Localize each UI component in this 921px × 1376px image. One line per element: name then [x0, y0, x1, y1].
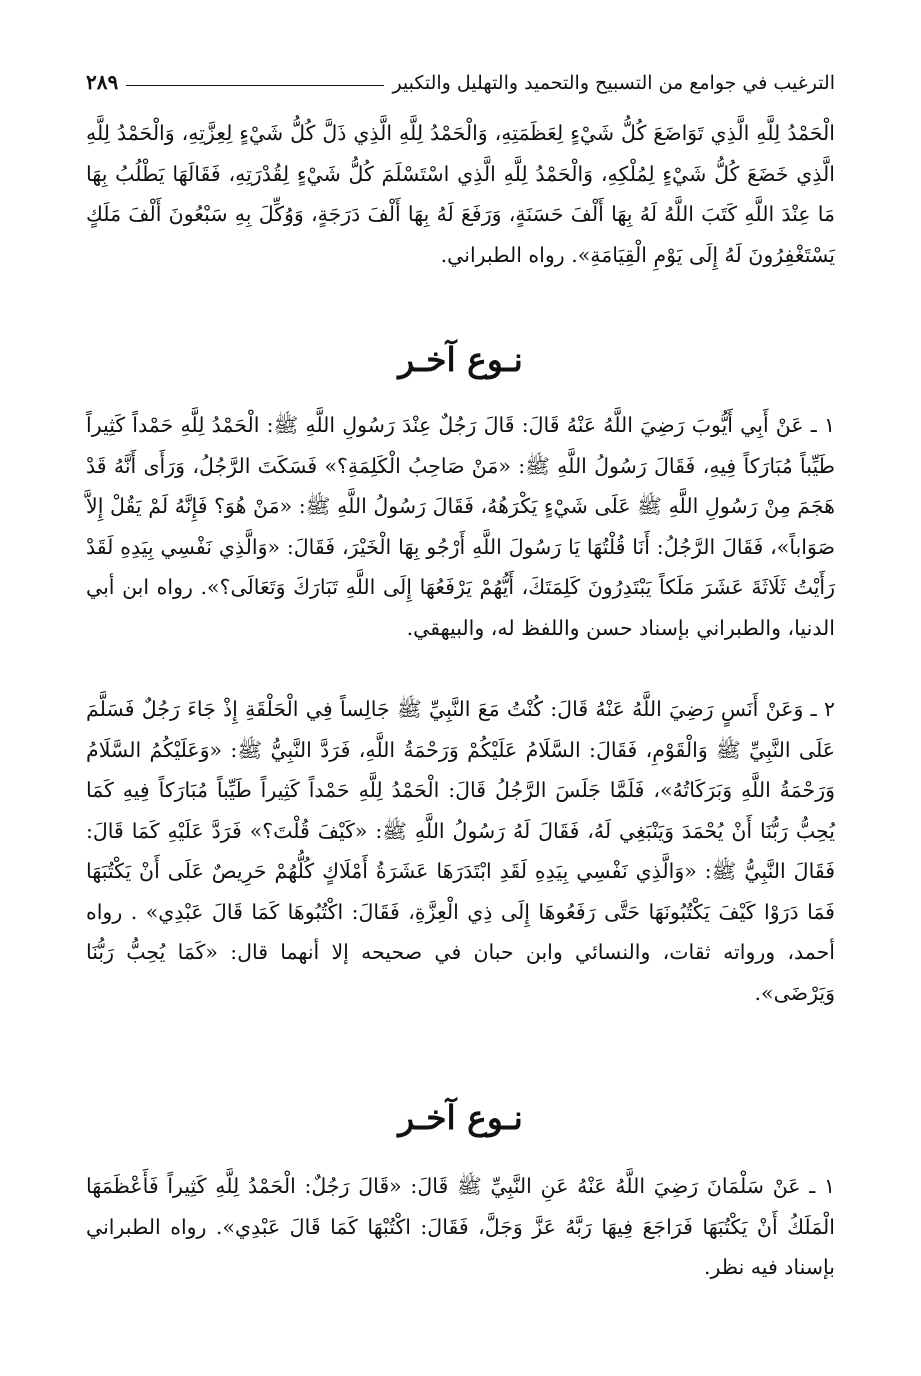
intro-source: رواه الطبراني. — [440, 242, 565, 267]
hadith-source: رواه ابن أبي الدنيا، والطبراني بإسناد حسن واللفظ له، والبيهقي. — [86, 575, 835, 640]
section-heading-1: نـوع آخـر — [398, 340, 523, 379]
header-title: الترغيب في جوامع من التسبيح والتحميد والتهليل والتكبير — [392, 72, 835, 94]
header-rule — [126, 85, 384, 86]
section-heading-2: نـوع آخـر — [398, 1098, 523, 1137]
hadith-1-1 — [86, 405, 835, 648]
hadith-source: رواه أحمد، ورواته ثقات، والنسائي وابن حبان في صحيحه إلا أنهما قال: «كَمَا يُحِبُّ رَبُّنَا وَيَرْضَى». — [86, 899, 835, 1005]
hadith-text: ١ ـ عَنْ أَبِي أَيُّوبَ رَضِيَ اللَّهُ عَنْهُ قَالَ: قَالَ رَجُلٌ عِنْدَ رَسُولِ اللَّهِ ﷺ: الْحَمْدُ لِلَّهِ حَمْداً كَثِيراً طَيِّباً مُبَارَكاً فِيهِ، فَقَالَ رَسُولُ اللَّهِ ﷺ: «مَنْ صَاحِبُ الْكَلِمَةِ؟» فَسَكَتَ الرَّجُلُ، وَرَأَى أَنَّهُ قَدْ هَجَمَ مِنْ رَسُولِ اللَّهِ ﷺ عَلَى شَيْءٍ يَكْرَهُهُ، فَقَالَ رَسُولُ اللَّهِ ﷺ: «مَنْ هُوَ؟ فَإِنَّهُ لَمْ يَقُلْ إِلاَّ صَوَاباً»، فَقَالَ الرَّجُلُ: أَنَا قُلْتُهَا يَا رَسُولَ اللَّهِ أَرْجُو بِهَا الْخَيْرَ، فَقَالَ: «وَالَّذِي نَفْسِي بِيَدِهِ لَقَدْ رَأَيْتُ ثَلَاثَةَ عَشَرَ مَلَكاً يَبْتَدِرُونَ كَلِمَتَكَ، أَيُّهُمْ يَرْفَعُهَا إِلَى اللَّهِ تَبَارَكَ وَتَعَالَى؟». — [86, 413, 835, 599]
page-number: ٢٨٩ — [86, 70, 119, 94]
hadith-source: رواه الطبراني بإسناد فيه نظر. — [86, 1214, 835, 1279]
hadith-text: ١ ـ عَنْ سَلْمَانَ رَضِيَ اللَّهُ عَنْهُ عَنِ النَّبِيِّ ﷺ قَالَ: «قَالَ رَجُلٌ: الْحَمْدُ لِلَّهِ كَثِيراً فَأَعْظَمَهَا الْمَلَكُ أَنْ يَكْتُبَهَا فَرَاجَعَ فِيهَا رَبَّهُ عَزَّ وَجَلَّ، فَقَالَ: اكْتُبْهَا كَمَا قَالَ عَبْدِي». — [86, 1174, 835, 1239]
hadith-2-1 — [86, 1166, 835, 1288]
running-header — [86, 60, 835, 94]
intro-paragraph — [86, 113, 835, 275]
intro-text: الْحَمْدُ لِلَّهِ الَّذِي تَوَاضَعَ كُلُّ شَيْءٍ لِعَظَمَتِهِ، وَالْحَمْدُ لِلَّهِ الَّذِي ذَلَّ كُلُّ شَيْءٍ لِعِزَّتِهِ، وَالْحَمْدُ لِلَّهِ الَّذِي خَضَعَ كُلُّ شَيْءٍ لِمُلْكِهِ، وَالْحَمْدُ لِلَّهِ الَّذِي اسْتَسْلَمَ كُلُّ شَيْءٍ لِقُدْرَتِهِ، فَقَالَهَا يَطْلُبُ بِهَا مَا عِنْدَ اللَّهِ كَتَبَ اللَّهُ لَهُ بِهَا أَلْفَ حَسَنَةٍ، وَرَفَعَ لَهُ بِهَا أَلْفَ دَرَجَةٍ، وَوُكِّلَ بِهِ سَبْعُونَ أَلْفَ مَلَكٍ يَسْتَغْفِرُونَ لَهُ إِلَى يَوْمِ الْقِيَامَةِ». — [86, 121, 835, 267]
hadith-1-2 — [86, 689, 835, 1013]
hadith-text: ٢ ـ وَعَنْ أَنَسٍ رَضِيَ اللَّهُ عَنْهُ قَالَ: كُنْتُ مَعَ النَّبِيِّ ﷺ جَالِساً فِي الْحَلْقَةِ إِذْ جَاءَ رَجُلٌ فَسَلَّمَ عَلَى النَّبِيِّ ﷺ وَالْقَوْمِ، فَقَالَ: السَّلَامُ عَلَيْكُمْ وَرَحْمَةُ اللَّهِ، فَرَدَّ النَّبِيُّ ﷺ: «وَعَلَيْكُمُ السَّلَامُ وَرَحْمَةُ اللَّهِ وَبَرَكَاتُهُ»، فَلَمَّا جَلَسَ الرَّجُلُ قَالَ: الْحَمْدُ لِلَّهِ حَمْداً كَثِيراً طَيِّباً مُبَارَكاً فِيهِ كَمَا يُحِبُّ رَبُّنَا أَنْ يُحْمَدَ وَيَنْبَغِي لَهُ، فَقَالَ لَهُ رَسُولُ اللَّهِ ﷺ: «كَيْفَ قُلْتَ؟» فَرَدَّ عَلَيْهِ كَمَا قَالَ: فَقَالَ النَّبِيُّ ﷺ: «وَالَّذِي نَفْسِي بِيَدِهِ لَقَدِ ابْتَدَرَهَا عَشَرَةُ أَمْلَاكٍ كُلُّهُمْ حَرِيصٌ عَلَى أَنْ يَكْتُبَهَا فَمَا دَرَوْا كَيْفَ يَكْتُبُونَهَا حَتَّى رَفَعُوهَا إِلَى ذِي الْعِزَّةِ، فَقَالَ: اكْتُبُوهَا كَمَا قَالَ عَبْدِي» . — [86, 697, 835, 924]
